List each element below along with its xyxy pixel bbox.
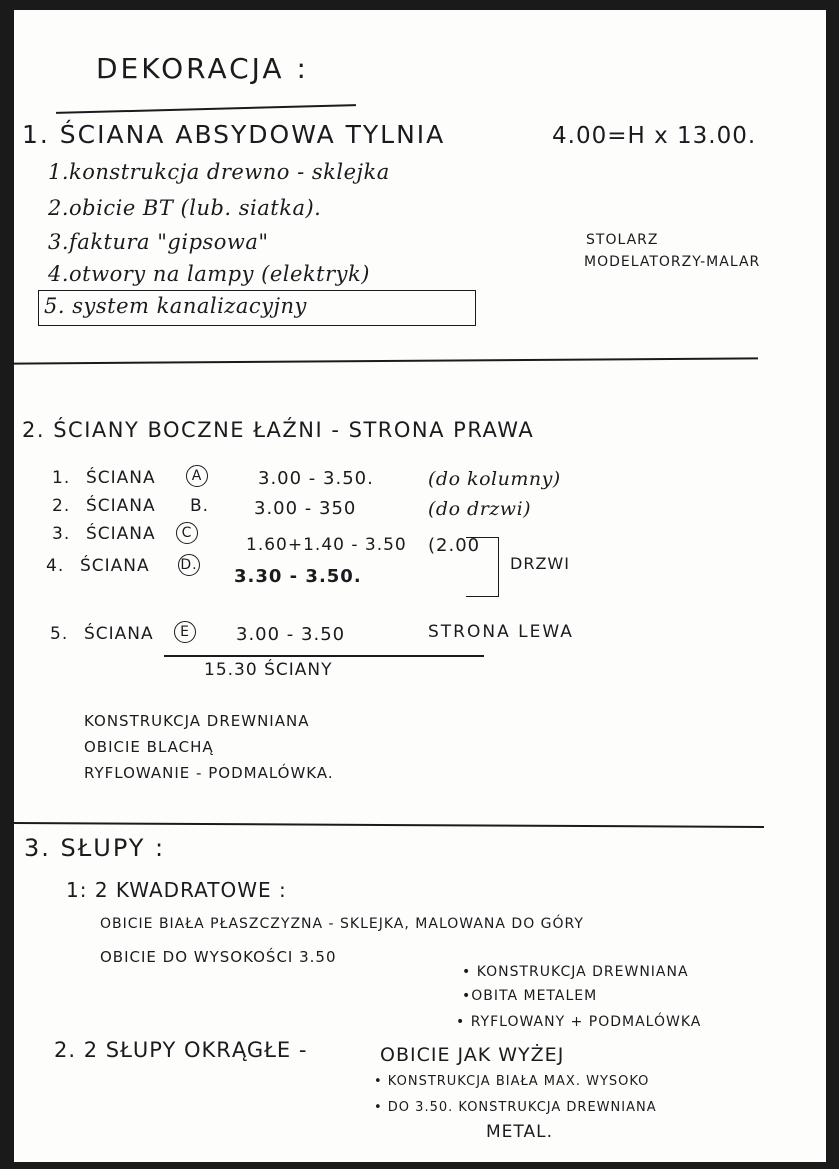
- section-3-heading: 3. SŁUPY :: [24, 834, 166, 862]
- wall-1-num: 1.: [52, 468, 71, 488]
- section-divider-1: [14, 357, 758, 364]
- wall-1-mark: A: [186, 465, 208, 487]
- wall-1-note: (do kolumny): [428, 468, 561, 490]
- role-stolarz: STOLARZ: [586, 232, 659, 248]
- section-1-item-1: 1.konstrukcja drewno - sklejka: [48, 160, 390, 184]
- section-2-note-1: KONSTRUKCJA DREWNIANA: [84, 712, 310, 730]
- document-title: DEKORACJA :: [96, 52, 309, 85]
- door-label: DRZWI: [510, 554, 570, 573]
- section-divider-2: [14, 822, 764, 828]
- wall-2-num: 2.: [52, 496, 71, 516]
- wall-5-dims: 3.00 - 3.50: [236, 624, 346, 645]
- wall-1-dims: 3.00 - 3.50.: [258, 468, 374, 489]
- section-1-item-4: 4.otwory na lampy (elektryk): [48, 262, 370, 286]
- pillars-round-desc: OBICIE JAK WYŻEJ: [380, 1044, 565, 1066]
- wall-5-label: ŚCIANA: [84, 624, 154, 644]
- wall-1-label: ŚCIANA: [86, 468, 156, 488]
- section-2-note-3: RYFLOWANIE - PODMALÓWKA.: [84, 764, 334, 782]
- pillars-round-bullet-2: • DO 3.50. KONSTRUKCJA DREWNIANA: [374, 1100, 657, 1115]
- wall-4-label: ŚCIANA: [80, 556, 150, 576]
- wall-2-label: ŚCIANA: [86, 496, 156, 516]
- wall-5-num: 5.: [50, 624, 69, 644]
- pillars-round-bullet-1: • KONSTRUKCJA BIAŁA MAX. WYSOKO: [374, 1074, 650, 1089]
- wall-3-note: (2.00: [428, 535, 481, 556]
- wall-4-dims: 3.30 - 3.50.: [234, 566, 362, 587]
- wall-2-note: (do drzwi): [428, 498, 532, 520]
- wall-4-mark: D.: [178, 554, 200, 576]
- pillars-round-title: 2. 2 SŁUPY OKRĄGŁE -: [54, 1038, 308, 1062]
- pillars-square-line-1: OBICIE BIAŁA PŁASZCZYZNA - SKLEJKA, MALOWANA DO GÓRY: [100, 916, 584, 932]
- pillars-square-bullet-2: •OBITA METALEM: [462, 988, 598, 1004]
- title-underline: [56, 104, 356, 114]
- wall-3-dims: 1.60+1.40 - 3.50: [246, 535, 407, 555]
- section-2-heading: 2. ŚCIANY BOCZNE ŁAŹNI - STRONA PRAWA: [22, 418, 535, 442]
- total-rule: [164, 655, 484, 657]
- wall-4-mark-wrap: [176, 554, 200, 576]
- pillars-square-title: 1: 2 KWADRATOWE :: [66, 878, 287, 902]
- section-2-note-2: OBICIE BLACHĄ: [84, 738, 214, 756]
- section-1-item-3: 3.faktura "gipsowa": [48, 230, 269, 254]
- wall-1-mark-wrap: [184, 465, 208, 487]
- section-1-item-5: 5. system kanalizacyjny: [44, 294, 307, 318]
- door-bracket: [466, 537, 499, 597]
- wall-5-mark: E: [174, 621, 196, 643]
- role-modelatorzy: MODELATORZY-MALAR: [584, 254, 761, 270]
- wall-3-mark-wrap: [174, 522, 198, 544]
- pillars-round-bullet-3: METAL.: [486, 1122, 553, 1142]
- walls-total: 15.30 ŚCIANY: [204, 660, 333, 680]
- pillars-square-bullet-3: • RYFLOWANY + PODMALÓWKA: [456, 1014, 702, 1030]
- section-1-size: 4.00=H x 13.00.: [552, 123, 757, 149]
- pillars-square-line-2: OBICIE DO WYSOKOŚCI 3.50: [100, 948, 337, 966]
- wall-3-num: 3.: [52, 524, 71, 544]
- wall-2-mark: B.: [190, 496, 210, 516]
- wall-5-mark-wrap: [172, 621, 196, 643]
- section-1-item-2: 2.obicie BT (lub. siatka).: [48, 196, 322, 220]
- wall-3-label: ŚCIANA: [86, 524, 156, 544]
- pillars-square-bullet-1: • KONSTRUKCJA DREWNIANA: [462, 964, 689, 980]
- wall-4-num: 4.: [46, 556, 65, 576]
- section-1-heading: 1. ŚCIANA ABSYDOWA TYLNIA: [22, 120, 446, 149]
- wall-5-note: STRONA LEWA: [428, 622, 574, 642]
- wall-3-mark: C: [176, 522, 198, 544]
- paper-sheet: [14, 10, 826, 1162]
- wall-2-dims: 3.00 - 350: [254, 498, 357, 519]
